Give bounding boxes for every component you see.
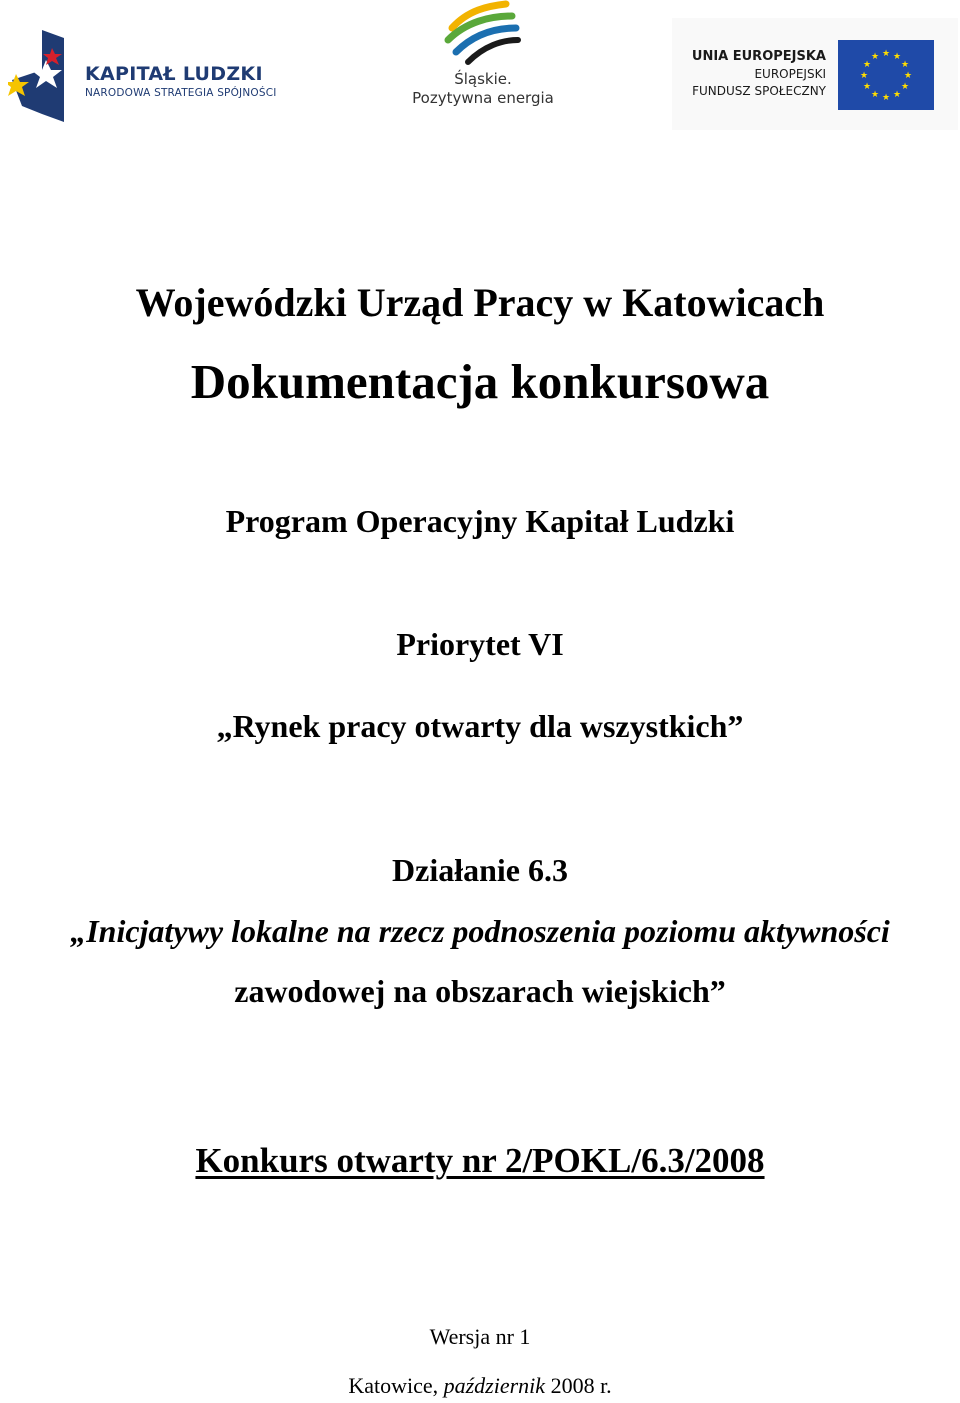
slaskie-logo [408,0,558,115]
svg-text:★: ★ [892,52,902,62]
ue-efs-logo [672,18,958,130]
svg-text:★: ★ [881,49,891,59]
svg-text:★: ★ [870,90,880,100]
ue-line-3: FUNDUSZ SPOŁECZNY [692,84,826,98]
svg-text:★: ★ [859,71,869,81]
action-label: Działanie 6.3 [392,852,568,888]
slaskie-name: Śląskie. [454,70,512,88]
place-date [0,1373,960,1399]
svg-text:★: ★ [862,60,872,70]
svg-text:★: ★ [892,90,902,100]
svg-text:★: ★ [870,52,880,62]
svg-text:★: ★ [862,82,872,92]
svg-text:★: ★ [881,93,891,103]
kapital-ludzki-emblem-icon [8,30,74,122]
office-name: Wojewódzki Urząd Pracy w Katowicach [135,280,825,325]
svg-text:★: ★ [900,60,910,70]
competition-number-text: Konkurs otwarty nr 2/POKL/6.3/2008 [195,1141,765,1180]
kapital-ludzki-logo [8,30,298,130]
priority-name: „Rynek pracy otwarty dla wszystkich” [216,708,744,744]
slaskie-tagline: Pozytywna energia [412,89,554,107]
action-name-line-2: zawodowej na obszarach wiejskich” [234,973,726,1009]
ue-line-1: UNIA EUROPEJSKA [691,49,826,64]
month: październik [443,1373,546,1398]
ue-line-2: EUROPEJSKI [754,67,826,81]
version-label: Wersja nr 1 [429,1324,531,1349]
svg-text:★: ★ [903,71,913,81]
kapital-ludzki-title: KAPITAŁ LUDZKI [85,63,263,85]
year: 2008 r. [550,1373,612,1398]
eu-flag-icon [838,40,934,110]
kapital-ludzki-subtitle: NARODOWA STRATEGIA SPÓJNOŚCI [85,87,277,99]
competition-number [0,1141,960,1181]
program-name: Program Operacyjny Kapitał Ludzki [225,503,735,539]
priority-label: Priorytet VI [396,626,564,662]
place: Katowice, [348,1373,439,1398]
action-name-line-1: „Inicjatywy lokalne na rzecz podnoszenia poziomu aktywności [70,913,890,949]
document-title: Dokumentacja konkursowa [190,354,770,409]
svg-text:★: ★ [900,82,910,92]
slaskie-waves-icon [408,0,558,70]
